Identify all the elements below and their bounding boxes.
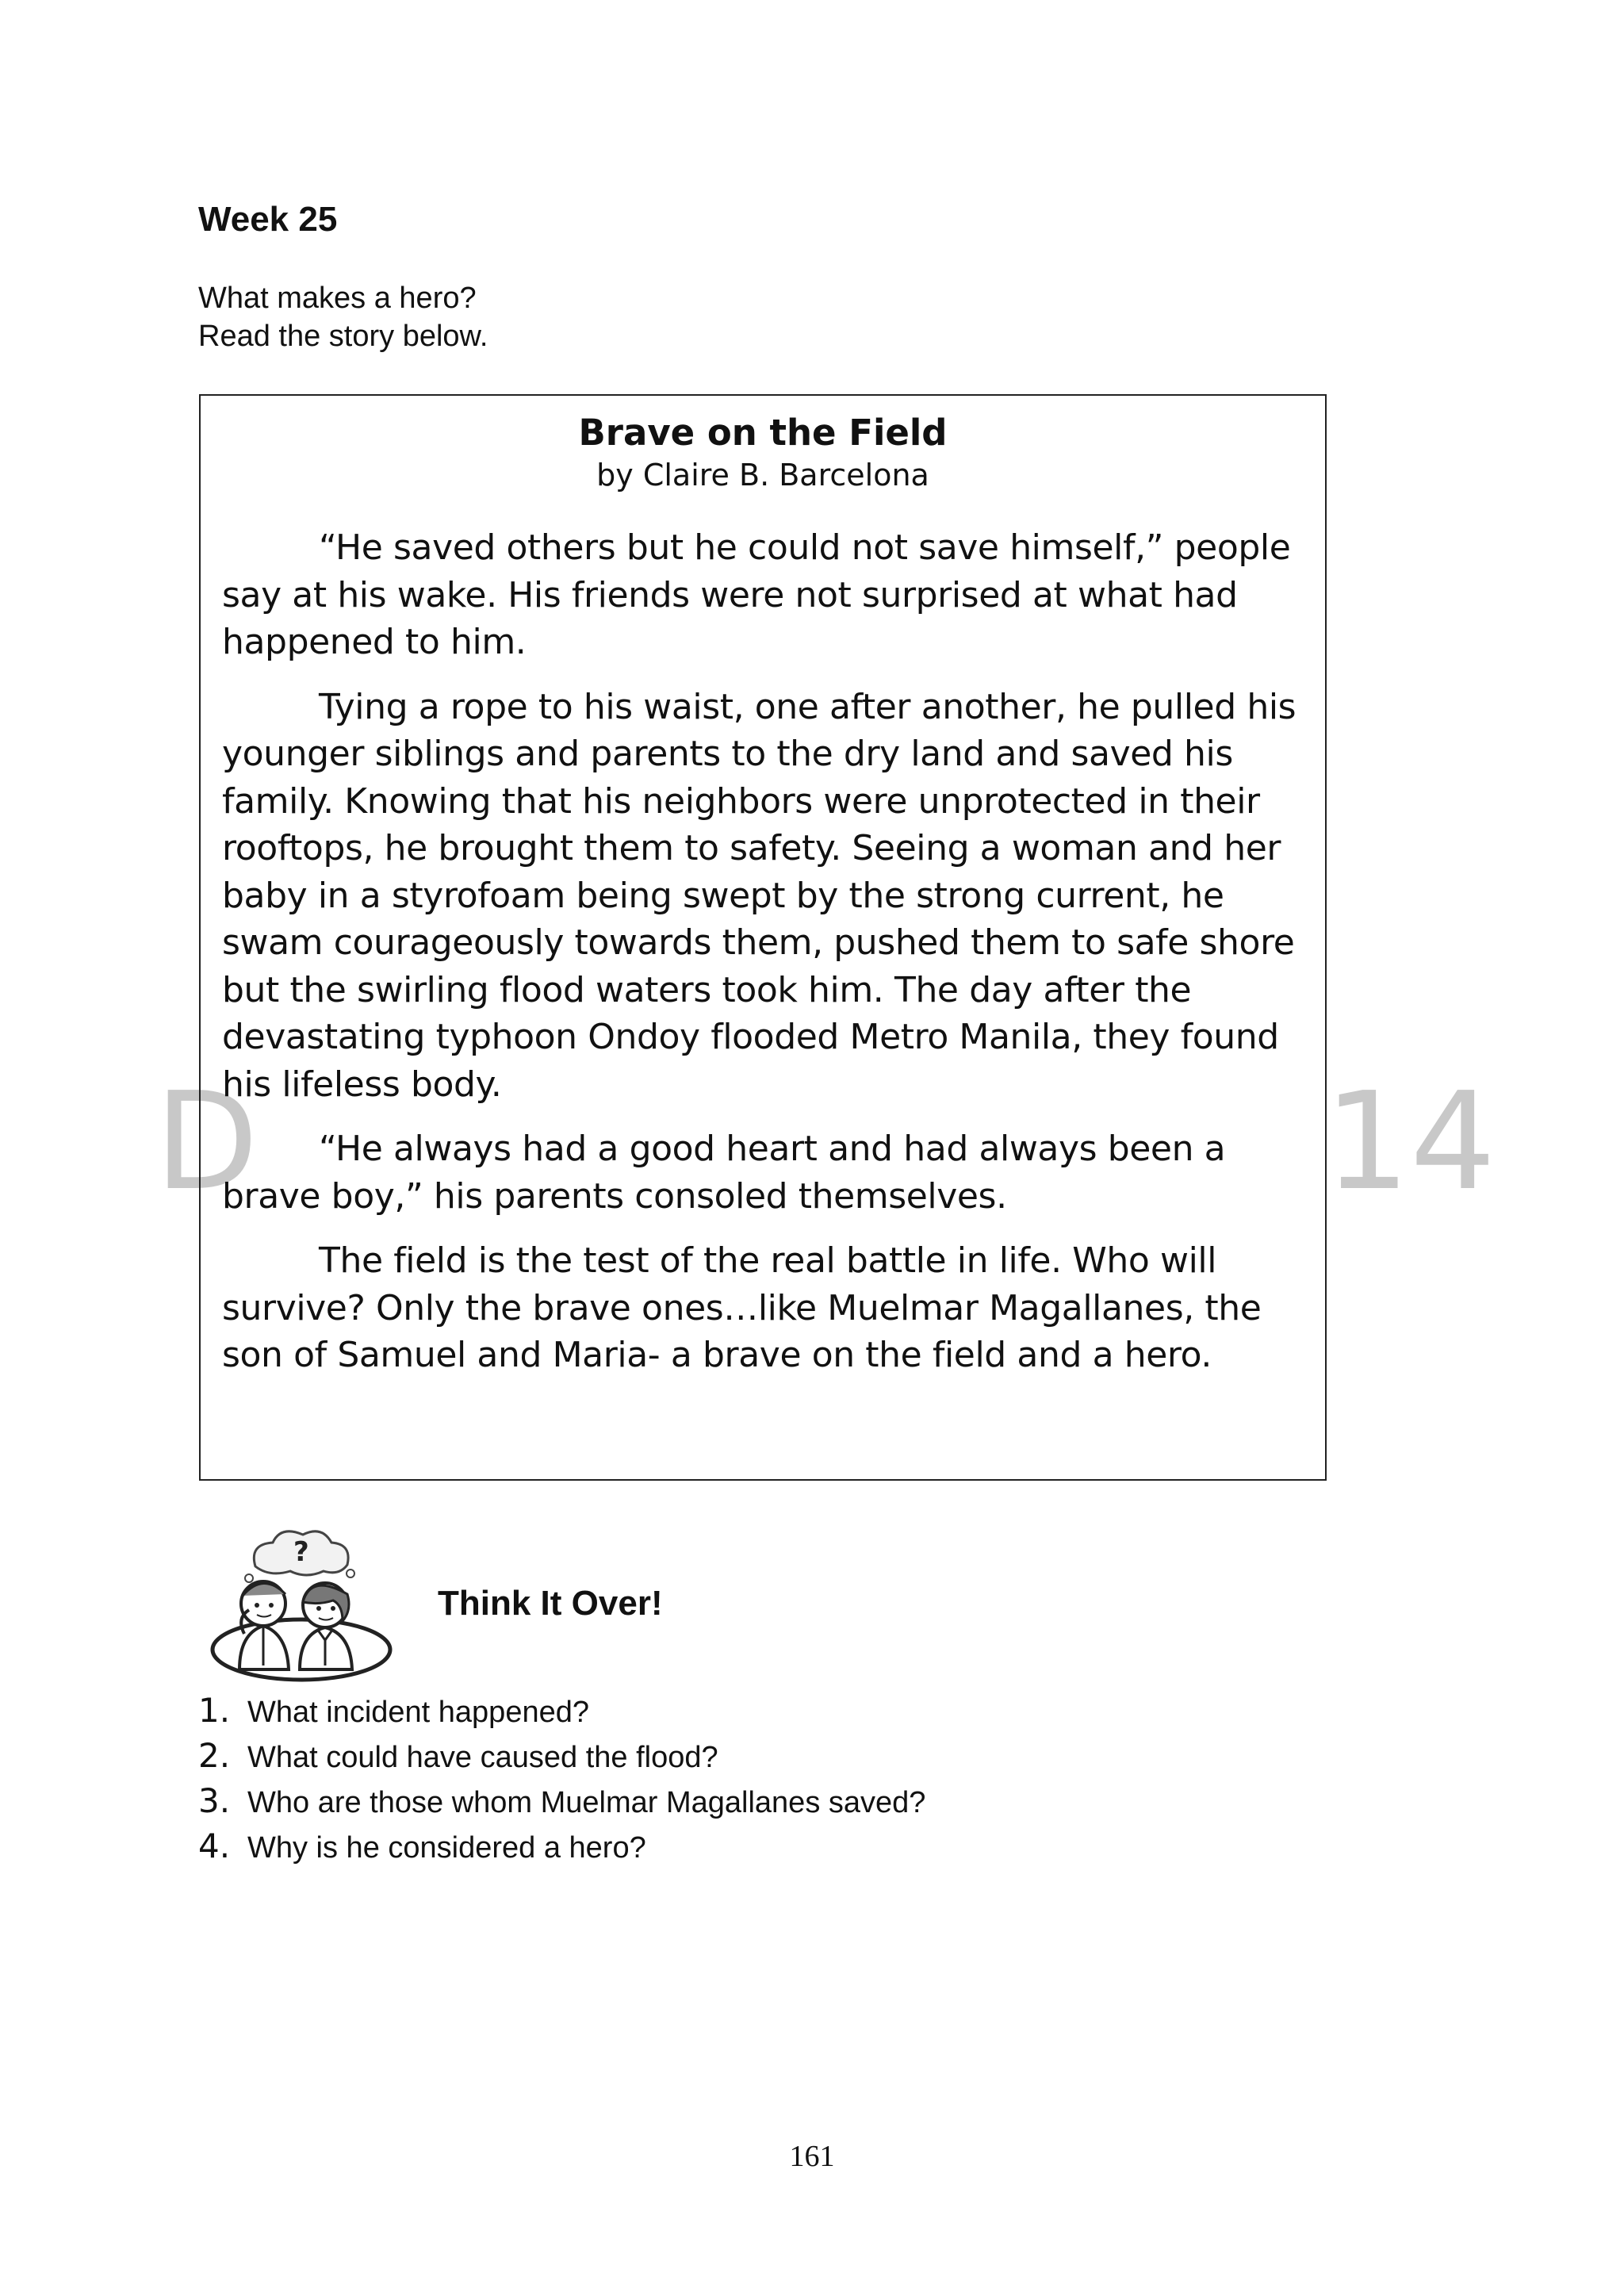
story-author: by Claire B. Barcelona xyxy=(596,458,929,493)
intro-instruction: Read the story below. xyxy=(198,320,488,353)
question-item xyxy=(198,1826,925,1872)
question-number: 2. xyxy=(198,1736,231,1775)
watermark-right: 14 xyxy=(1324,1064,1496,1221)
story-paragraph: “He saved others but he could not save himself,” people say at his wake. His friends were not surprised at what had happened to him. xyxy=(222,527,1291,662)
question-number: 3. xyxy=(198,1781,231,1820)
question-number: 4. xyxy=(198,1826,231,1865)
question-text: What incident happened? xyxy=(247,1696,589,1729)
story-paragraph: The field is the test of the real battle in life. Who will survive? Only the brave ones…like Muelmar Magallanes, the son of Samuel and Maria- a brave on the field and a hero. xyxy=(222,1240,1262,1375)
story-title: Brave on the Field xyxy=(578,412,948,454)
page-number: 161 xyxy=(789,2140,835,2173)
question-item xyxy=(198,1781,925,1826)
intro-question: What makes a hero? xyxy=(198,282,477,315)
week-title: Week 25 xyxy=(198,200,338,239)
question-item xyxy=(198,1691,925,1736)
story-box xyxy=(199,394,1327,1481)
question-list xyxy=(198,1691,925,1872)
activity-title: Think It Over! xyxy=(438,1584,663,1623)
question-number: 1. xyxy=(198,1691,231,1730)
question-text: What could have caused the flood? xyxy=(247,1741,718,1774)
question-item xyxy=(198,1736,925,1781)
watermark-left: D xyxy=(155,1064,259,1221)
story-paragraph: Tying a rope to his waist, one after another, he pulled his younger siblings and parents to the dry land and saved his family. Knowing that his neighbors were unprotected in their rooftops, he brought them to safety. Seeing a woman and her baby in a styrofoam being swept by the strong current, he swam courageously towards them, pushed them to safe shore but the swirling flood waters took him. The day after the devastating typhoon Ondoy flooded Metro Manila, they found his lifeless body. xyxy=(222,686,1297,1105)
story-body xyxy=(222,524,1308,1397)
thinking-children-icon xyxy=(200,1523,398,1685)
svg-text:?: ? xyxy=(293,1536,309,1568)
question-text: Why is he considered a hero? xyxy=(247,1831,646,1865)
intro-text xyxy=(198,279,488,355)
question-text: Who are those whom Muelmar Magallanes saved? xyxy=(247,1786,926,1819)
story-paragraph: “He always had a good heart and had always been a brave boy,” his parents consoled themselves. xyxy=(222,1129,1226,1217)
